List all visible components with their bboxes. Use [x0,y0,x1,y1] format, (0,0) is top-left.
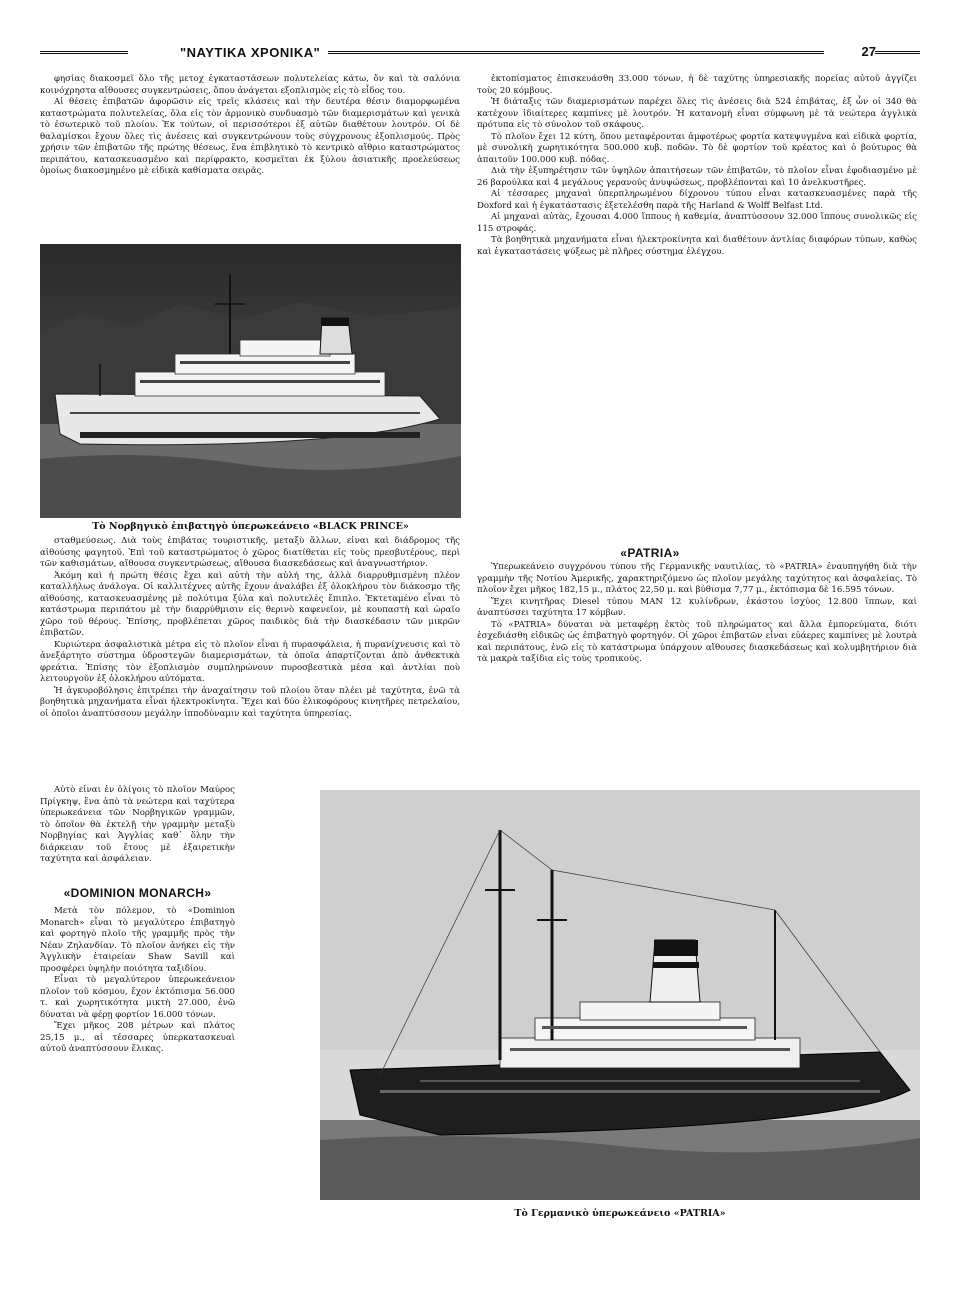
paragraph: Αἱ τέσσαρες μηχαναὶ ὑπερπληρωμένου δίχρονου τύπου εἶναι κατασκευασμένες παρὰ τῆς Doxford καὶ ἡ ἐγκατάστασις ἐξετελέσθη παρὰ τῆς Harland & Wolff Belfast Ltd. [477,189,917,211]
paragraph: σταθμεύσεως. Διὰ τοὺς ἐπιβάτας τουριστικῆς, μεταξὺ ἄλλων, εἶναι καὶ διάδρομος τῆς αἰθούσης φαγητοῦ. Ἐπὶ τοῦ καταστρώματος ὁ χῶρος διατίθεται εἰς τοὺς πρεσβυτέρους, περὶ τῶν καθισμάτων, αἴθουσα συγκεντρώσεως, αἴθουσα διασκεδάσεως καὶ ἀναγνωστήριον. [40,536,460,569]
paragraph: Αἱ μηχαναὶ αὐτὰς, ἔχουσαι 4.000 ἵππους ἡ καθεμία, ἀναπτύσσουν 32.000 ἵππους συνολικῶς εἰς 115 στροφάς. [477,212,917,234]
section-heading-patria: «PATRIA» [620,546,680,560]
publication-title: "ΝΑΥΤΙΚΑ ΧΡΟΝΙΚΑ" [180,45,321,60]
paragraph: Ἡ ἀγκυροβόλησις ἐπιτρέπει τὴν ἀναχαίτησιν τοῦ πλοίου ὅταν πλέει μὲ ταχύτητα, ἐνῶ τὰ βοηθητικὰ μηχανήματα εἶναι ἠλεκτροκίνητα. Ἔχει καὶ δύο ἐλικοφόρους κινητῆρες πετρελαίου, οἱ ὁποῖοι ἀναπτύσσουν μεγάλην ἱπποδύναμιν καὶ ταχύτητα ὑπηρεσίας. [40,685,460,719]
ship-photo-black-prince [40,244,461,518]
paragraph: Κυριώτερα ἀσφαλιστικὰ μέτρα εἰς τὸ πλοῖον εἶναι ἡ πυρασφάλεια, ἡ πυρανίχνευσις καὶ τὸ ἀνεξάρτητο σύστημα ὑδροστεγῶν διαμερισμάτων, τὰ ὁποῖα ἀπαρτίζονται ἀπὸ ἀνθεκτικὰ φρεάτια. Ἐπίσης τὸν ἐξοπλισμὸν συμπληρώνουν πυροσβεστικὰ μέσα καὶ ἀντλίαι ποὺ λειτουργοῦν ἐξ ὁλοκλήρου αὐτόματα. [40,639,460,684]
paragraph: Ἔχει κινητῆρας Diesel τύπου ΜΑΝ 12 κυλίνδρων, ἐκάστου ἰσχύος 12.800 ἵππων, καὶ ἀναπτύσσει ταχύτητα 17 κόμβων. [477,596,917,618]
paragraph: φησίας διακοσμεῖ ὅλο τῆς μετοχ ἐγκαταστάσεων πολυτελείας κάτω, ὄν καὶ τὰ σαλόνια κοινόχρηστα αἴθουσες συγκεντρώσεις, ὅπου ἀνάγεται εξοπλισμὸς εἰς τὸ εἶδος του. [40,74,460,96]
article-text-patria [477,562,917,780]
section-heading-dominion-monarch: «DOMINION MONARCH» [63,886,212,900]
paragraph: Αὐτὸ εἶναι ἐν ὀλίγοις τὸ πλοῖον Μαύρος Πρίγκηψ, ἕνα ἀπὸ τὰ νεώτερα καὶ ταχύτερα ὑπερωκεάνεια τῶν Νορβηγικῶν γραμμῶν, τὸ ὁποῖον θὰ ἐκτελῇ τὴν γραμμὴν μεταξὺ Νορβηγίας καὶ Ἀγγλίας καθ᾿ ὅλην τὴν διάρκειαν τοῦ ἔτους μὲ ἐξαιρετικὴν ταχύτητα καὶ ἀσφάλειαν. [40,785,235,864]
paragraph: Ἔχει μῆκος 208 μέτρων καὶ πλάτος 25,15 μ., αἱ τέσσαρες ὑπερκατασκευαὶ αὐτοῦ ἀναπτύσσουν ἕλικας. [40,1021,235,1054]
ship-photo-patria [320,790,920,1200]
article-text-dominion [40,906,235,1251]
patria-illustration [320,790,920,1200]
header-rule-left [40,51,128,54]
paragraph: Τὸ «PATRIA» δύναται νὰ μεταφέρῃ ἐκτὸς τοῦ πληρώματος καὶ ἄλλα ἐμπορεύματα, διότι ἐσχεδιάσθη εἰδικῶς ὡς ἐπιβατηγὸ φορτηγόν. Οἱ χῶροι ἐπιβατῶν εἶναι εὐάερες καμπίνες μὲ λουτρὰ καὶ περιπάτους, ἐνῶ εἰς τὸ κατάστρωμα ὑπάρχουν αἴθουσες διασκεδάσεως καὶ κολυμβητήριον διὰ τὰ μακρὰ ταξίδια εἰς τοὺς τροπικούς. [477,619,917,664]
article-text-left-top [40,74,460,244]
article-text-left-mid [40,536,460,780]
header-rule-end [875,51,920,54]
paragraph: Τὸ πλοῖον ἔχει 12 κύτη, ὅπου μεταφέρονται ἀμφοτέρως φορτία κατεψυγμένα καὶ εἰδικὰ φορτία, μὲ συνολικὴ χωρητικότητα 500.000 κυβ. ποδῶν. Τὸ δὲ φορτίον τοῦ κρέατος καὶ ὁ βούτυρος θὰ ἀπαιτοῦν 100.000 κυβ. πόδας. [477,131,917,165]
paragraph: Ἡ διάταξις τῶν διαμερισμάτων παρέχει ὅλες τὶς ἀνέσεις διὰ 524 ἐπιβάτας, ἐξ ὧν οἱ 340 θὰ κατέχουν ἰδιαίτερες καμπίνες μὲ λουτρόν. Ἡ κατανομὴ εἶναι σύμφωνη μὲ τὰ νεώτερα ἀγγλικὰ πρότυπα εἰς τὸ σύνολον τοῦ σκάφους. [477,97,917,130]
black-prince-illustration [40,244,461,518]
paragraph: Διὰ τὴν ἐξυπηρέτησιν τῶν ὑψηλῶν ἀπαιτήσεων τῶν ἐπιβατῶν, τὸ πλοῖον εἶναι ἐφοδιασμένο μὲ 26 βαρούλκα καὶ 4 μεγάλους γερανούς ἀνυψώσεως, προβλέπονται καὶ 10 ἀνελκυστῆρες. [477,166,917,188]
photo-caption-black-prince: Τὸ Νορβηγικὸ ἐπιβατηγὸ ὑπερωκεάνειο «BLACK PRINCE» [92,521,409,532]
article-text-right-top [477,74,917,542]
paragraph: Τὰ βοηθητικὰ μηχανήματα εἶναι ἠλεκτροκίνητα καὶ διαθέτουν ἀντλίας διαφόρων τύπων, καθὼς καὶ ἐγκαταστάσεις ψύξεως μὲ πλῆρες σύστημα ἐλέγχου. [477,235,917,257]
header-rule-right [328,51,824,54]
paragraph: Ὑπερωκεάνειο συγχρόνου τύπου τῆς Γερμανικῆς ναυτιλίας, τὸ «PATRIA» ἐναυπηγήθη διὰ τὴν γραμμὴν τῆς Νοτίου Ἀμερικῆς, χαρακτηριζόμενο ὡς πλοῖον μεγάλης ταχύτητος καὶ ἀσφαλείας. Τὸ πλοῖον ἔχει μῆκος 182,15 μ., πλάτος 22,50 μ. καὶ βύθισμα 7,77 μ., ἐκτόπισμα δὲ 16.595 τόνων. [477,562,917,595]
paragraph: Ἀκόμη καὶ ἡ πρώτη θέσις ἔχει καὶ αὐτὴ τὴν αὐλή της, ἀλλὰ διαρρυθμισμένη πλέον καταλλήλως ἀνάλογα. Οἱ καλλιτέχνες αὐτῆς ἔχουν ἀναλάβει ἐξ ὁλοκλήρου τὸν διάκοσμο τῆς αἰθούσης, κατασκευασμένης μὲ πολύτιμα ξύλα καὶ πολυτελὲς ἔπιπλο. Ἐκτεταμένο εἶναι τὸ κατάστρωμα περιπάτου μὲ τὴν διαρρύθμισιν εἰς θερινὸ καφενεῖον, μὲ κουπαστὴ καὶ ὡραῖο χῶρο τοῦ θέρους. Ἐπίσης, προβλέπεται χῶρος παιδικὸς διὰ τὴν διασκέδασιν τῶν μικρῶν ἐπιβατῶν. [40,570,460,638]
paragraph: Μετὰ τὸν πόλεμον, τὸ «Dominion Monarch» εἶναι τὸ μεγαλύτερο ἐπιβατηγὸ καὶ φορτηγὸ πλοῖο τῆς γραμμῆς πρὸς τὴν Νέαν Ζηλανδίαν. Τὸ πλοῖον ἀνήκει εἰς τὴν Ἀγγλικὴν ἑταιρείαν Shaw Savill καὶ προσφέρει ὑψηλὴν ποιότητα ταξιδίου. [40,906,235,974]
article-text-left-bottom [40,785,235,880]
paragraph: ἐκτοπίσματος ἐπισκευάσθη 33.000 τόνων, ἡ δὲ ταχύτης ὑπηρεσιακῆς πορείας αὐτοῦ ἀγγίζει τοὺς 20 κόμβους. [477,74,917,96]
page-number: 27 [861,44,876,59]
photo-caption-patria: Τὸ Γερμανικὸ ὑπερωκεάνειο «PATRIA» [514,1208,726,1219]
page-header [40,42,920,66]
paragraph: Εἶναι τὸ μεγαλύτερον ὑπερωκεάνειον πλοῖον τοῦ κόσμου, ἔχον ἐκτόπισμα 56.000 τ. καὶ χωρητικότητα μικτὴ 27.000, ἐνῶ δύναται νὰ φέρῃ φορτίον 16.000 τόνων. [40,975,235,1020]
paragraph: Αἱ θέσεις ἐπιβατῶν ἀφορῶσιν εἰς τρεῖς κλάσεις καὶ τὴν δευτέρα θέσιν διαμορφωμένα καταστρώματα πολυτελείας, ὅλα εἰς τὸν ἀρμονικὸ συνδυασμὸ τῶν διαμερισμάτων καὶ γενικὰ τὸ ἐσωτερικὸ τοῦ πλοίου. Ἐκ τούτων, οἱ περισσότεροι ἐξ αὐτῶν διαθέτουν λουτρόν. Οἱ δὲ θαλαμίσκοι ἔχουν ὅλες τὶς ἀνέσεις καὶ συγκεντρώνουν τοὺς σύγχρονους ἐξοπλισμούς. Πρὸς χρήσιν τῶν ἐπιβατῶν τῆς πρώτης θέσεως, ἕνα ἐπιβλητικὸ τὸ κεντρικὸ αἴθριο καταστρώματος περιπάτου, κατασκευασμένο καὶ περίφρακτο, κοσμεῖται ἐκ ξύλου ἀσιατικῆς προελεύσεως ὁμοίως διακοσμημένο μὲ εἰδικὰ καθίσματα σειρᾶς. [40,97,460,176]
